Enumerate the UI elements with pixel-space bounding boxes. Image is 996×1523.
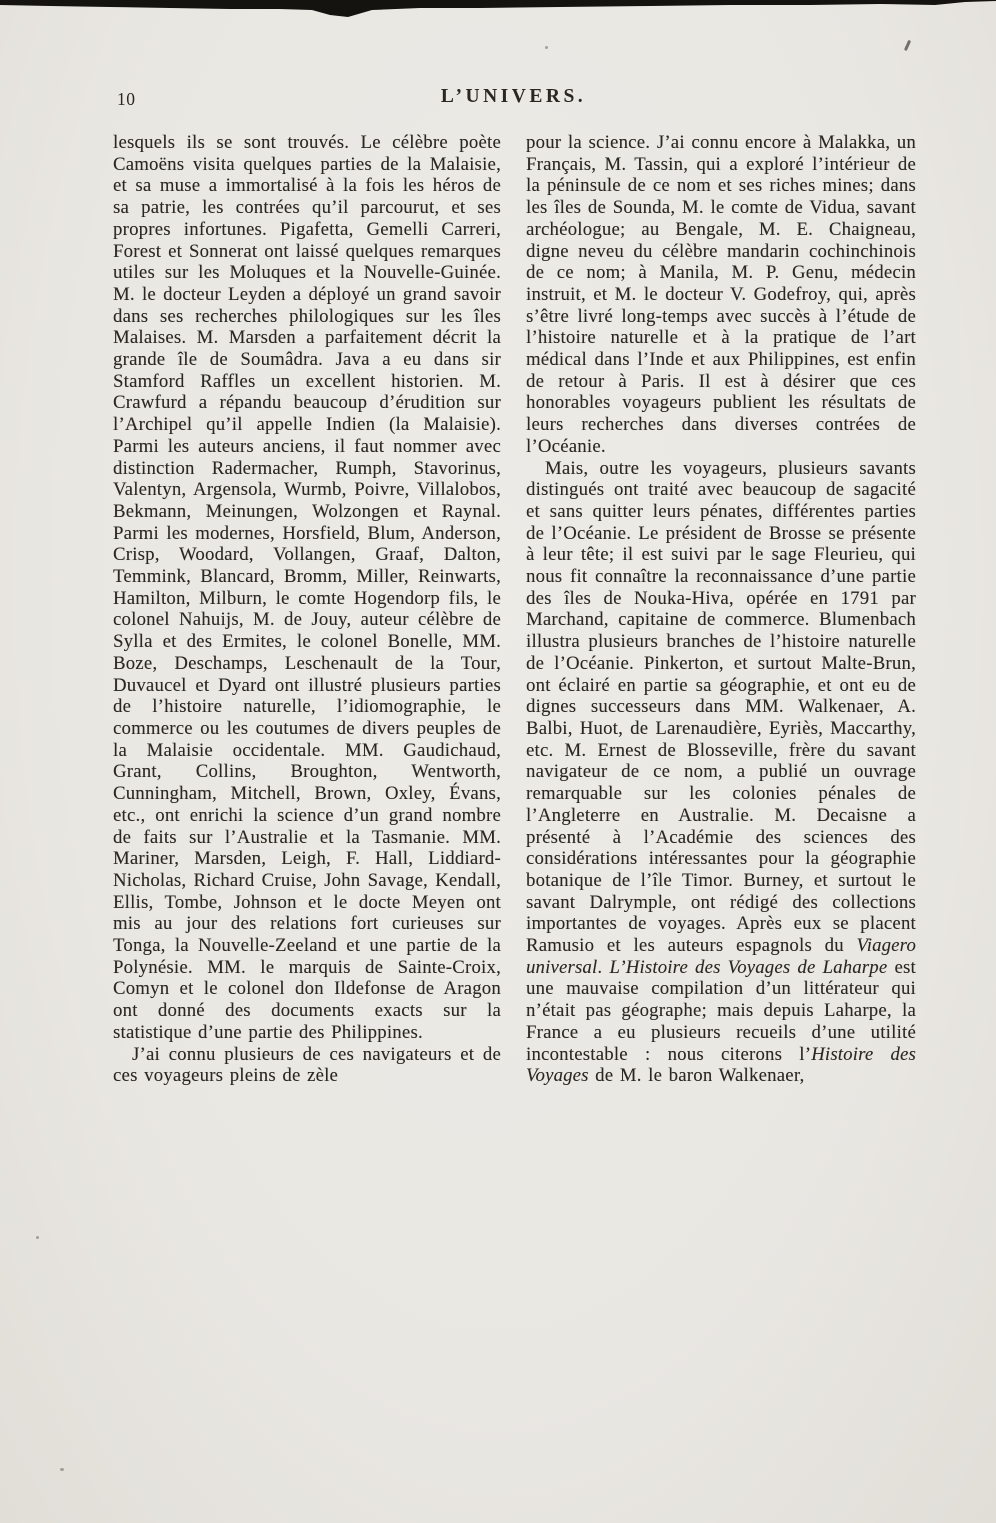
paragraph: [526, 458, 916, 1087]
italic-text-run: Viagero universal: [526, 935, 916, 978]
page-number: 10: [117, 89, 136, 109]
left-column: [113, 132, 501, 1403]
right-column: [526, 132, 916, 1403]
torn-edge-shape: [0, 0, 996, 22]
scan-speckle: [904, 40, 911, 51]
page-header: [113, 86, 914, 112]
text-run: de M. le baron Walkenaer,: [588, 1065, 805, 1087]
text-run: .: [597, 956, 610, 978]
paragraph: [113, 132, 501, 1044]
running-title: L’UNIVERS.: [440, 86, 587, 107]
italic-text-run: L’Histoire des Voyages de Laharpe: [609, 956, 888, 978]
text-run: J’ai connu plusieurs de ces navigateurs et de ces voyageurs pleins de zèle: [113, 1043, 501, 1087]
text-run: lesquels ils se sont trouvés. Le célèbre poète Camoëns visita quelques parties de la Malaisie, et sa muse a immortalisé à la fois les héros de sa patrie, les contrées qu’il parcourut, et ses propres infortunes. Pigafetta, Gemelli Carreri, Forest et Sonnerat ont laissé quelques remarques utiles sur les Moluques et la Nouvelle-Guinée. M. le docteur Leyden a déployé un grand savoir dans ses recherches philologiques sur les îles Malaises. M. Marsden a parfaitement décrit la grande île de Soumâdra. Java a eu dans sir Stamford Raffles un excellent historien. M. Crawfurd a répandu beaucoup d’érudition sur l’Archipel qu’il appelle Indien (la Malaisie). Parmi les auteurs anciens, il faut nommer avec distinction Radermacher, Rumph, Stavorinus, Valentyn, Argensola, Wurmb, Poivre, Villalobos, Bekmann, Meinungen, Wolzongen et Raynal. Parmi les modernes, Horsfield, Blum, Anderson, Crisp, Woodard, Vollangen, Graaf, Dalton, Temmink, Blancard, Bromm, Miller, Reinwarts, Hamilton, Milburn, le comte Hogendorp fils, le colonel Nahuijs, M. de Jouy, auteur célèbre de Sylla et des Ermites, le colonel Bonelle, MM. Boze, Deschamps, Leschenault de la Tour, Duvaucel et Dyard ont illustré plusieurs parties de l’histoire naturelle, l’idiomographie, le commerce ou les coutumes de divers peuples de la Malaisie occidentale. MM. Gaudichaud, Grant, Collins, Broughton, Wentworth, Cunningham, Mitchell, Brown, Oxley, Évans, etc., ont enrichi la science d’un grand nombre de faits sur l’Australie et la Tasmanie. MM. Mariner, Marsden, Leigh, F. Hall, Liddiard-Nicholas, Richard Cruise, John Savage, Kendall, Ellis, Tombe, Johnson et le docte Meyen ont mis au jour des relations fort curieuses sur Tonga, la Nouvelle-Zeeland et une partie de la Polynésie. MM. le marquis de Sainte-Croix, Comyn et le colonel don Ildefonse de Aragon ont donné des documents exacts sur la statistique d’une partie des Philippines.: [113, 132, 501, 1043]
scan-speckle: [36, 1236, 39, 1239]
scan-top-edge-artifact: [0, 0, 996, 22]
scan-speckle: [545, 46, 548, 49]
paragraph: [526, 132, 916, 458]
paragraph: [113, 1044, 501, 1087]
text-run: est une mauvaise compilation d’un littérateur qui n’était pas géographe; mais depuis Laharpe, la France a eu plusieurs recueils d’une utilité incontestable : nous citerons l’: [526, 956, 916, 1065]
text-columns: [113, 132, 916, 1403]
italic-text-run: Histoire des Voyages: [526, 1043, 916, 1087]
text-run: Mais, outre les voyageurs, plusieurs savants distingués ont traité avec beaucoup de sagacité et sans quitter leurs pénates, différentes parties de l’Océanie. Le président de Brosse se présente à leur tête; il est suivi par le sage Fleurieu, qui nous fit connaître la reconnaissance d’une partie des îles de Nouka-Hiva, opérée en 1791 par Marchand, capitaine de commerce. Blumenbach illustra plusieurs branches de l’histoire naturelle de l’Océanie. Pinkerton, et surtout Malte-Brun, ont éclairé en partie sa géographie, et ont eu de dignes successeurs dans MM. Walkenaer, A. Balbi, Huot, de Larenaudière, Eyriès, Maccarthy, etc. M. Ernest de Blosseville, frère du savant navigateur de ce nom, a publié un ouvrage remarquable sur les colonies pénales de l’Angleterre en Australie. M. Decaisne a présenté à l’Académie des sciences des considérations intéressantes pour la géographie botanique de l’île Timor. Burney, et surtout le savant Dalrymple, ont rédigé des collections importantes de voyages. Après eux se placent Ramusio et les auteurs espagnols du: [526, 457, 916, 957]
text-run: pour la science. J’ai connu encore à Malakka, un Français, M. Tassin, qui a exploré l’intérieur de la péninsule de ce nom et ses riches mines; dans les îles de Sounda, M. le comte de Vidua, savant archéologue; au Bengale, M. E. Chaigneau, digne neveu du célèbre mandarin cochinchinois de ce nom; à Manila, M. P. Genu, médecin instruit, et M. le docteur V. Godefroy, qui, après s’être livré long-temps avec succès à l’étude de l’histoire naturelle et à la pratique de l’art médical dans l’Inde et aux Philippines, est enfin de retour à Paris. Il est à désirer que ces honorables voyageurs publient les résultats de leurs recherches dans diverses contrées de l’Océanie.: [526, 132, 916, 457]
scan-speckle: [60, 1468, 64, 1471]
